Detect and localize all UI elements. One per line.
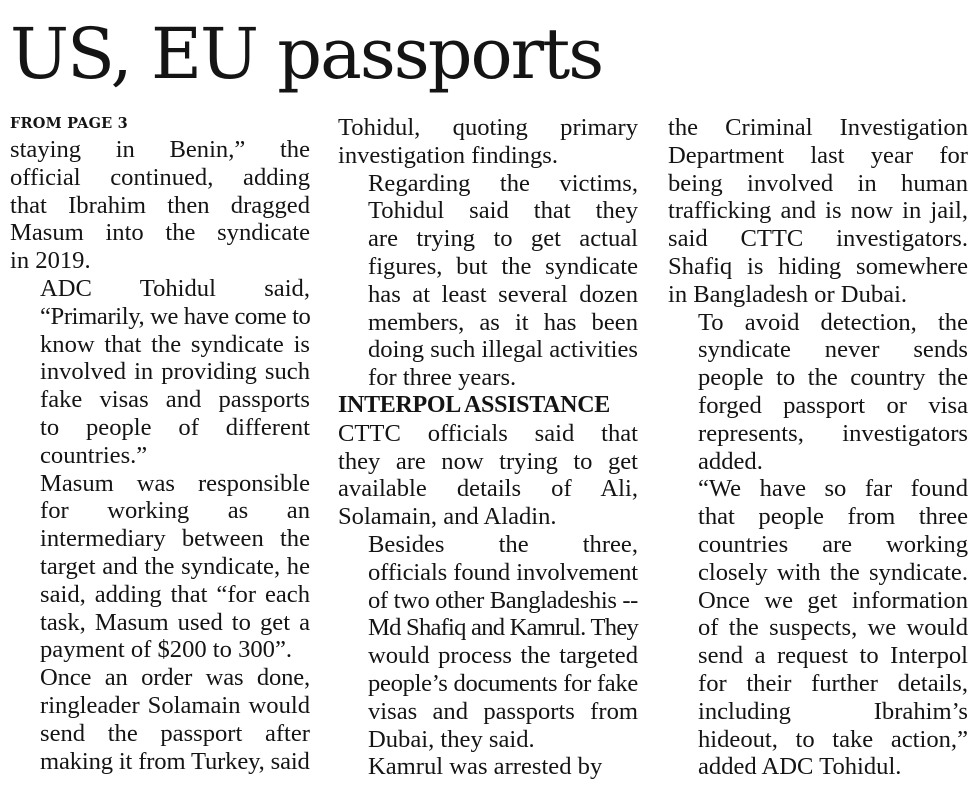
article-column-2 bbox=[338, 114, 638, 781]
text-line: countries are working bbox=[698, 530, 968, 558]
article-paragraph bbox=[338, 114, 638, 170]
article-paragraph bbox=[668, 309, 968, 476]
text-line: visas and passports from bbox=[368, 697, 638, 725]
section-subhead: INTERPOL ASSISTANCE bbox=[338, 391, 610, 418]
text-line: ringleader Solamain would bbox=[40, 691, 310, 719]
text-line: “Primarily, we have come to bbox=[40, 302, 311, 330]
article-paragraph bbox=[338, 170, 638, 392]
text-line: Once an order was done, bbox=[40, 664, 310, 692]
text-line: including Ibrahim’s bbox=[698, 697, 968, 725]
text-line: Tohidul, quoting primary bbox=[338, 114, 638, 141]
text-line: payment of $200 to 300”. bbox=[40, 636, 293, 664]
text-line: Masum was responsible bbox=[40, 469, 310, 497]
text-line: send a request to Interpol bbox=[698, 642, 968, 670]
text-line: To avoid detection, the bbox=[698, 308, 968, 336]
text-line: added. bbox=[698, 447, 763, 475]
text-line: involved in providing such bbox=[40, 358, 310, 386]
text-line: being involved in human bbox=[668, 169, 968, 197]
text-line: for three years. bbox=[368, 364, 517, 392]
text-line: has at least several dozen bbox=[368, 280, 638, 308]
from-page-label: FROM PAGE 3 bbox=[10, 115, 128, 132]
text-line: officials found involvement bbox=[368, 558, 638, 586]
text-line: closely with the syndicate. bbox=[698, 558, 968, 586]
text-line: figures, but the syndicate bbox=[368, 252, 638, 280]
text-line: Once we get information bbox=[698, 586, 968, 614]
headline: US, EU passports bbox=[10, 13, 603, 95]
text-line: of the suspects, we would bbox=[698, 614, 968, 642]
article-column-1 bbox=[10, 114, 310, 775]
text-line: that Ibrahim then dragged bbox=[10, 191, 310, 219]
text-line: added ADC Tohidul. bbox=[698, 753, 902, 781]
text-line: Kamrul was arrested by bbox=[368, 753, 603, 781]
text-line: Tohidul said that they bbox=[368, 197, 638, 225]
article-paragraph bbox=[338, 531, 638, 753]
text-line: to people of different bbox=[40, 413, 310, 441]
text-line: official continued, adding bbox=[10, 163, 310, 191]
article-paragraph bbox=[10, 470, 310, 665]
text-line: Shafiq is hiding somewhere bbox=[668, 252, 968, 280]
text-line: hideout, to take action,” bbox=[698, 725, 968, 753]
text-line: Regarding the victims, bbox=[368, 169, 638, 197]
text-line: staying in Benin,” the bbox=[10, 136, 310, 163]
text-line: Masum into the syndicate bbox=[10, 219, 310, 247]
article-paragraph bbox=[668, 114, 968, 309]
text-line: CTTC officials said that bbox=[338, 419, 638, 447]
text-line: said CTTC investigators. bbox=[668, 225, 968, 253]
text-line: “We have so far found bbox=[698, 475, 968, 503]
text-line: they are now trying to get bbox=[338, 447, 638, 475]
text-line: Department last year for bbox=[668, 141, 968, 169]
text-line: represents, investigators bbox=[698, 419, 968, 447]
text-line: are trying to get actual bbox=[368, 225, 638, 253]
text-line: target and the syndicate, he bbox=[40, 552, 310, 580]
text-line: Besides the three, bbox=[368, 530, 638, 558]
text-line: said, adding that “for each bbox=[40, 580, 310, 608]
text-line: intermediary between the bbox=[40, 525, 310, 553]
text-line: that people from three bbox=[698, 503, 968, 531]
text-line: forged passport or visa bbox=[698, 391, 968, 419]
text-line: Dubai, they said. bbox=[368, 725, 535, 753]
text-line: Solamain, and Aladin. bbox=[338, 503, 557, 531]
text-line: doing such illegal activities bbox=[368, 336, 638, 364]
text-line: syndicate never sends bbox=[698, 336, 968, 364]
text-line: send the passport after bbox=[40, 719, 310, 747]
article-paragraph bbox=[338, 420, 638, 531]
text-line: trafficking and is now in jail, bbox=[668, 197, 968, 225]
text-line: fake visas and passports bbox=[40, 386, 310, 414]
text-line: making it from Turkey, said bbox=[40, 747, 310, 775]
text-line: for their further details, bbox=[698, 669, 968, 697]
text-line: ADC Tohidul said, bbox=[40, 274, 310, 302]
text-line: countries.” bbox=[40, 441, 148, 469]
article-paragraph bbox=[10, 664, 310, 775]
text-line: people’s documents for fake bbox=[368, 669, 638, 697]
article-paragraph bbox=[668, 475, 968, 781]
text-line: the Criminal Investigation bbox=[668, 114, 968, 141]
article-column-3 bbox=[668, 114, 968, 781]
text-line: task, Masum used to get a bbox=[40, 608, 310, 636]
text-line: investigation findings. bbox=[338, 141, 558, 169]
article-paragraph bbox=[338, 753, 638, 781]
article-paragraph bbox=[10, 275, 310, 470]
text-line: of two other Bangladeshis -- bbox=[368, 586, 638, 614]
text-line: Md Shafiq and Kamrul. They bbox=[368, 614, 638, 642]
article-paragraph bbox=[10, 136, 310, 275]
text-line: for working as an bbox=[40, 497, 310, 525]
text-line: in Bangladesh or Dubai. bbox=[668, 280, 908, 308]
text-line: people to the country the bbox=[698, 364, 968, 392]
text-line: know that the syndicate is bbox=[40, 330, 310, 358]
text-line: in 2019. bbox=[10, 247, 91, 275]
text-line: available details of Ali, bbox=[338, 475, 638, 503]
text-line: members, as it has been bbox=[368, 308, 638, 336]
text-line: would process the targeted bbox=[368, 642, 638, 670]
